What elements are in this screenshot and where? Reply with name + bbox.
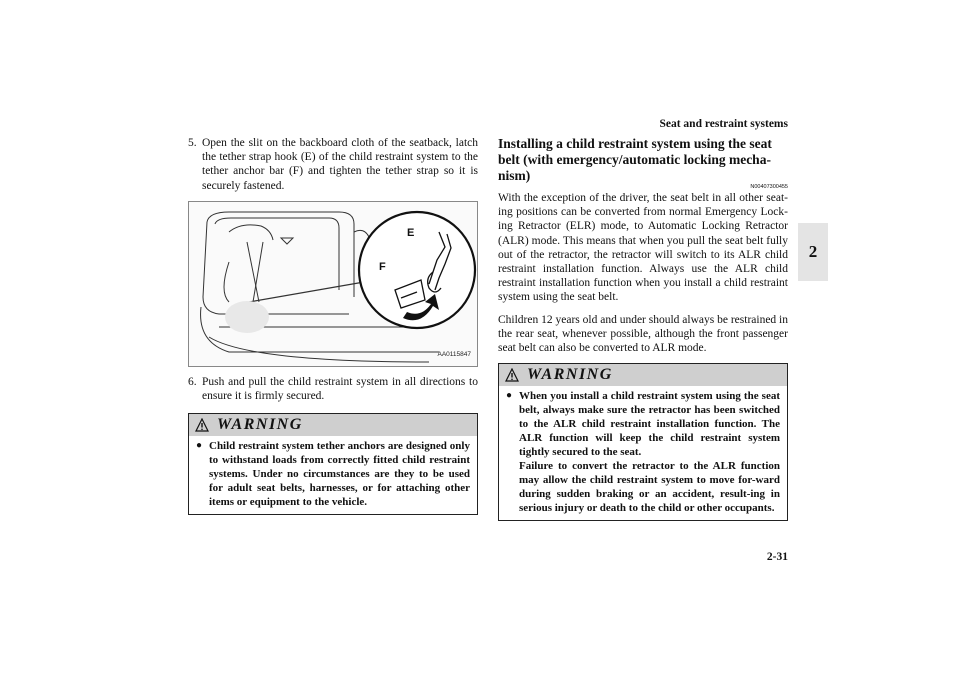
warning-title: WARNING: [527, 366, 613, 384]
warning-text: [519, 389, 780, 515]
tether-anchor-illustration: [188, 201, 478, 367]
warning-title: WARNING: [217, 416, 303, 434]
chapter-tab[interactable]: 2: [798, 223, 828, 281]
label-f: F: [379, 260, 386, 273]
step-number: 5.: [188, 137, 197, 149]
figure-code: AA0115847: [437, 350, 471, 358]
bullet-icon: ●: [196, 440, 203, 452]
warning-box-alr: [498, 363, 788, 521]
warning-header: [189, 414, 477, 436]
step-6: [188, 375, 478, 403]
section-heading: Installing a child restraint system using the seat belt (with emergency/automatic locking mecha-nism): [498, 136, 772, 183]
warning-text-part2: Failure to convert the retractor to the ALR function may allow the child restraint system to move for-ward during sudden braking or an accident, result-ing in serious injury or death to the child or other occupants.: [519, 460, 780, 515]
warning-text: Child restraint system tether anchors are designed only to withstand loads from correctly fitted child restraint systems. Under no circumstances are they to be used for adult seat belts, harnesses, or for attaching other items or equipment to the vehicle.: [209, 440, 470, 509]
running-header: Seat and restraint systems: [659, 118, 788, 130]
section-code: N00407300455: [750, 184, 788, 190]
seat-drawing: [189, 202, 477, 366]
right-column: [498, 136, 788, 521]
paragraph-alr-intro: With the exception of the driver, the seat belt in all other seat-ing positions can be converted from normal Emergency Lock-ing Retractor (ELR) mode, to Automatic Locking Retractor (ALR) mode. This means that when you pull the seat belt fully out of the retractor, the retractor will switch to its ALR child restraint installation function. Always use the ALR child restraint installation function when you install a child restraint system using the seat belt.: [498, 192, 788, 304]
warning-triangle-icon: [505, 368, 519, 382]
warning-box-tether: [188, 413, 478, 515]
bullet-icon: ●: [506, 390, 513, 402]
warning-item: [506, 389, 780, 515]
label-e: E: [407, 226, 415, 239]
warning-body: [499, 386, 787, 520]
left-column: [188, 136, 478, 515]
step-number: 6.: [188, 375, 197, 388]
warning-text-part1: When you install a child restraint system using the seat belt, always make sure the retractor has been switched to the ALR child restraint installation function. The ALR function will keep the child restraint system tightly secured to the seat.: [519, 390, 780, 459]
step-5: [188, 136, 478, 193]
warning-item: [196, 439, 470, 509]
warning-body: [189, 436, 477, 514]
page-number: 2-31: [766, 551, 788, 563]
step-text: Push and pull the child restraint system in all directions to ensure it is firmly secured.: [202, 375, 478, 403]
step-text: Open the slit on the backboard cloth of the seatback, latch the tether strap hook (E) of the child restraint system to the tether anchor bar (F) and tighten the tether strap so it is securely fastened.: [202, 137, 478, 192]
paragraph-children-rear-seat: Children 12 years old and under should always be restrained in the rear seat, whenever possible, although the front passenger seat belt can also be converted to ALR mode.: [498, 313, 788, 355]
warning-header: [499, 364, 787, 386]
warning-triangle-icon: [195, 418, 209, 432]
